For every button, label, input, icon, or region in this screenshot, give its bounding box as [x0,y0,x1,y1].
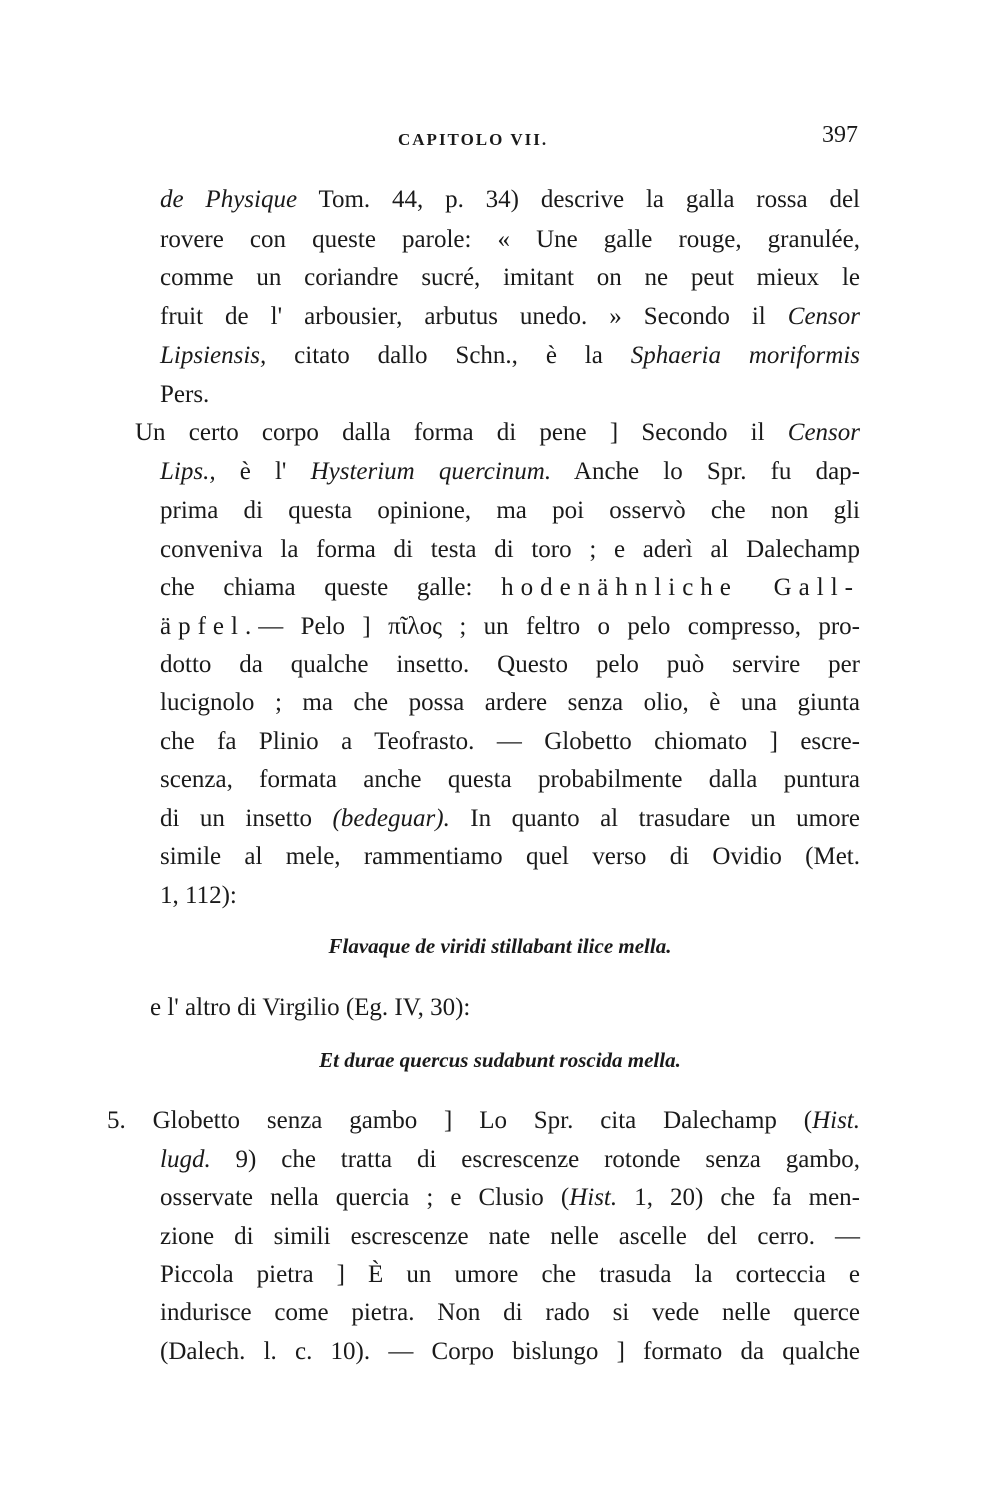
connector-line: e l' altro di Virgilio (Eg. IV, 30): [150,994,471,1021]
text-run: Tom. 44, p. 34) descrive la galla rossa del [297,186,861,213]
text-run: (Dalech. l. c. 10). — Corpo bislungo ] formato da qualche [160,1338,860,1365]
spaced-text: hodenähnliche Gall- [501,574,860,601]
text-line [160,185,860,215]
italic-text: Lips., [160,458,216,485]
text-line [160,1337,860,1367]
text-run: 5. Globetto senza gambo ] Lo Spr. cita Dalechamp ( [107,1107,813,1134]
text-line [160,573,860,603]
text-line [160,842,860,872]
text-line [160,650,860,680]
text-run: Piccola pietra ] È un umore che trasuda la corteccia e [160,1261,860,1288]
italic-text: de Physique [160,186,298,213]
verse-quote: Flavaque de viridi stillabant ilice mella. [328,934,672,958]
text-line [160,1145,860,1175]
text-line [160,341,860,371]
text-run: comme un coriandre sucré, imitant on ne peut mieux le [160,264,860,291]
text-line [160,535,860,565]
text-run: 1, 20) che fa men- [617,1184,861,1211]
text-line [160,1298,860,1328]
text-run: citato dallo Schn., è la [266,342,631,369]
italic-text: Hist. [569,1184,618,1211]
text-run: scenza, formata anche questa probabilmente dalla puntura [160,766,860,793]
text-line [160,496,860,526]
spaced-text: äpfel. [160,613,259,640]
text-line [160,380,209,410]
text-run: dotto da qualche insetto. Questo pelo può servire per [160,651,860,678]
italic-text: Hysterium quercinum. [310,458,552,485]
text-run: che fa Plinio a Teofrasto. — Globetto chiomato ] escre- [160,728,860,755]
text-run: — Pelo ] πῖλος ; un feltro o pelo compresso, pro- [258,613,860,640]
italic-text: (bedeguar). [332,805,450,832]
text-run: Pers. [160,381,210,408]
text-run: fruit de l' arbousier, arbutus unedo. » Secondo il [160,303,788,330]
italic-text: Censor [787,419,860,446]
text-line [160,457,860,487]
text-line [160,302,860,332]
text-line [160,688,860,718]
text-run: zione di simili escrescenze nate nelle ascelle del cerro. — [160,1223,860,1250]
text-line [135,418,860,448]
italic-text: Sphaeria moriformis [630,342,861,369]
text-run: indurisce come pietra. Non di rado si vede nelle querce [160,1299,860,1326]
text-run: che chiama queste galle: [160,574,502,601]
page-header [0,118,1000,158]
text-run: lucignolo ; ma che possa ardere senza olio, è una giunta [160,689,860,716]
italic-text: Hist. [812,1107,860,1134]
text-line [160,225,860,255]
text-run: osservate nella quercia ; e Clusio ( [160,1184,570,1211]
text-run: Un certo corpo dalla forma di pene ] Secondo il [135,419,788,446]
text-line [160,765,860,795]
text-run: di un insetto [160,805,333,832]
text-line [160,804,860,834]
text-line [160,1183,860,1213]
text-run: In quanto al trasudare un umore [449,805,860,832]
text-line [107,1106,860,1136]
text-line [160,881,237,911]
italic-text: Lipsiensis, [160,342,267,369]
text-run: conveniva la forma di testa di toro ; e aderì al Dalechamp [160,536,860,563]
italic-text: Censor [787,303,860,330]
italic-text: lugd. [160,1146,211,1173]
text-run: rovere con queste parole: « Une galle rouge, granulée, [160,226,860,253]
running-head: CAPITOLO VII. [398,130,549,149]
text-run: 1, 112): [160,882,237,909]
text-line [160,727,860,757]
text-run: è l' [215,458,311,485]
text-run: simile al mele, rammentiamo quel verso di Ovidio (Met. [160,843,860,870]
verse-quote: Et durae quercus sudabunt roscida mella. [319,1048,681,1072]
text-line [160,1260,860,1290]
text-run: prima di questa opinione, ma poi osservò che non gli [160,497,860,524]
text-line [160,1222,860,1252]
page-number: 397 [822,122,858,148]
text-line [160,612,860,642]
text-run: 9) che tratta di escrescenze rotonde senza gambo, [210,1146,860,1173]
text-run: Anche lo Spr. fu dap- [551,458,860,485]
text-line [160,263,860,293]
